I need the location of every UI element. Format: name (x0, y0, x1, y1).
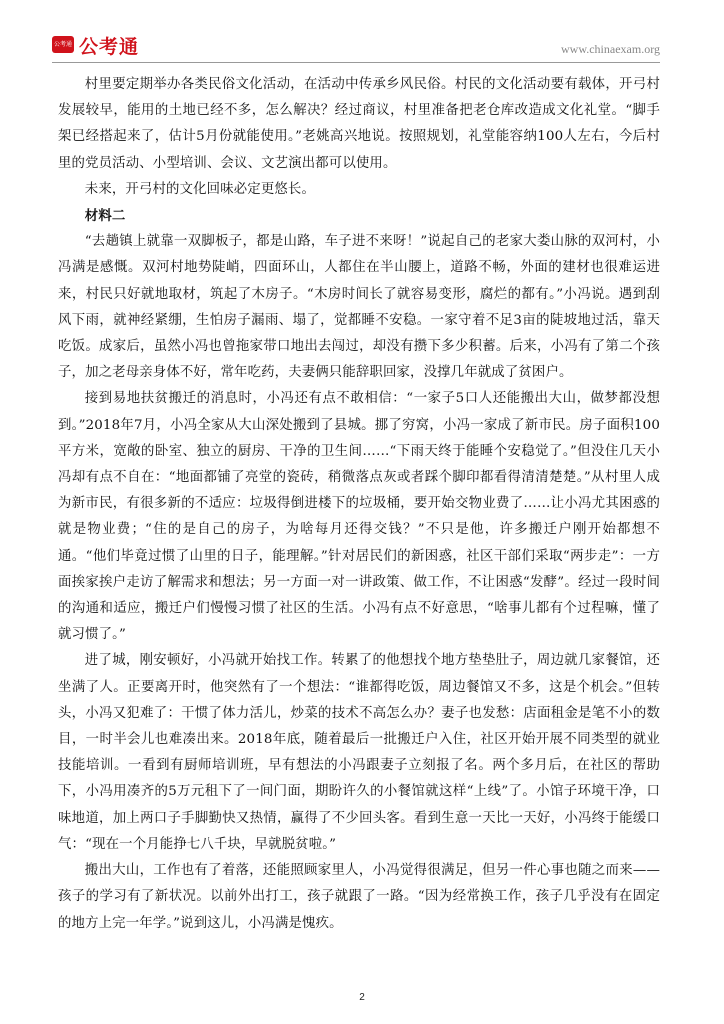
page-number: 2 (359, 992, 365, 1003)
page-header (0, 0, 724, 62)
logo-text: 公考通 (79, 36, 140, 58)
site-url: www.chinaexam.org (561, 42, 660, 56)
paragraph: 进了城，刚安顿好，小冯就开始找工作。转累了的他想找个地方垫垫肚子，周边就几家餐馆，还坐满了人。正要离开时，他突然有了一个想法：“谁都得吃饭，周边餐馆又不多，这是个机会。”但转头，小冯又犯难了：干惯了体力活儿，炒菜的技术不高怎么办？妻子也发愁：店面租金是笔不小的数目，一时半会儿也难凑出来。2018年底，随着最后一批搬迁户入住，社区开始开展不同类型的就业技能培训。一看到有厨师培训班，早有想法的小冯跟妻子立刻报了名。两个多月后，在社区的帮助下，小冯用凑齐的5万元租下了一间门面，期盼许久的小餐馆就这样“上线”了。小馆子环境干净，口味地道，加上两口子手脚勤快又热情，赢得了不少回头客。看到生意一天比一天好，小冯终于能缓口气：“现在一个月能挣七八千块，早就脱贫啦。” (58, 653, 660, 852)
document-body (58, 72, 660, 937)
header-divider (52, 62, 660, 63)
paragraph: “去趟镇上就靠一双脚板子，都是山路，车子进不来呀！”说起自己的老家大娄山脉的双河村，小冯满是感慨。双河村地势陡峭，四面环山，人都住在半山腰上，道路不畅，外面的建材也很难运进来，村民只好就地取材，筑起了木房子。“木房时间长了就容易变形，腐烂的都有。”小冯说。遇到刮风下雨，就神经紧绷，生怕房子漏雨、塌了，觉都睡不安稳。一家守着不足3亩的陡坡地过活，靠天吃饭。成家后，虽然小冯也曾拖家带口地出去闯过，却没有攒下多少积蓄。后来，小冯有了第二个孩子，加之老母亲身体不好，常年吃药，夫妻俩只能辞职回家，没撑几年就成了贫困户。 (58, 234, 660, 381)
section-heading: 材料二 (84, 208, 126, 225)
paragraph: 接到易地扶贫搬迁的消息时，小冯还有点不敢相信：“一家子5口人还能搬出大山，做梦都没想到。”2018年7月，小冯全家从大山深处搬到了县城。挪了穷窝，小冯一家成了新市民。房子面积100平方米，宽敞的卧室、独立的厨房、干净的卫生间……“下雨天终于能睡个安稳觉了。”但没住几天小冯却有点不自在：“地面都铺了亮堂的瓷砖，稍微落点灰或者踩个脚印都看得清清楚楚。”从村里人成为新市民，有很多新的不适应：垃圾得倒进楼下的垃圾桶，要开始交物业费了……让小冯尤其困惑的就是物业费；“住的是自己的房子，为啥每月还得交钱？”不只是他，许多搬迁户刚开始都想不通。“他们毕竟过惯了山里的日子，能理解。”针对居民们的新困惑，社区干部们采取“两步走”：一方面挨家挨户走访了解需求和想法；另一方面一对一讲政策、做工作，不让困惑“发酵”。经过一段时间的沟通和适应，搬迁户们慢慢习惯了社区的生活。小冯有点不好意思，“啥事儿都有个过程嘛，懂了就习惯了。” (58, 391, 660, 643)
paragraph: 搬出大山，工作也有了着落，还能照顾家里人，小冯觉得很满足，但另一件心事也随之而来——孩子的学习有了新状况。以前外出打工，孩子就跟了一路。“因为经常换工作，孩子几乎没有在固定的地方上完一年学。”说到这儿，小冯满是愧疚。 (58, 863, 660, 931)
logo-badge: 公考通 (52, 36, 74, 53)
paragraph: 未来，开弓村的文化回味必定更悠长。 (84, 181, 315, 197)
paragraph: 村里要定期举办各类民俗文化活动，在活动中传承乡风民俗。村民的文化活动要有载体，开弓村发展较早，能用的土地已经不多，怎么解决？经过商议，村里准备把老仓库改造成文化礼堂。“脚手架已经搭起来了，估计5月份就能使用。”老姚高兴地说。按照规划，礼堂能容纳100人左右，今后村里的党员活动、小型培训、会议、文艺演出都可以使用。 (58, 77, 660, 171)
